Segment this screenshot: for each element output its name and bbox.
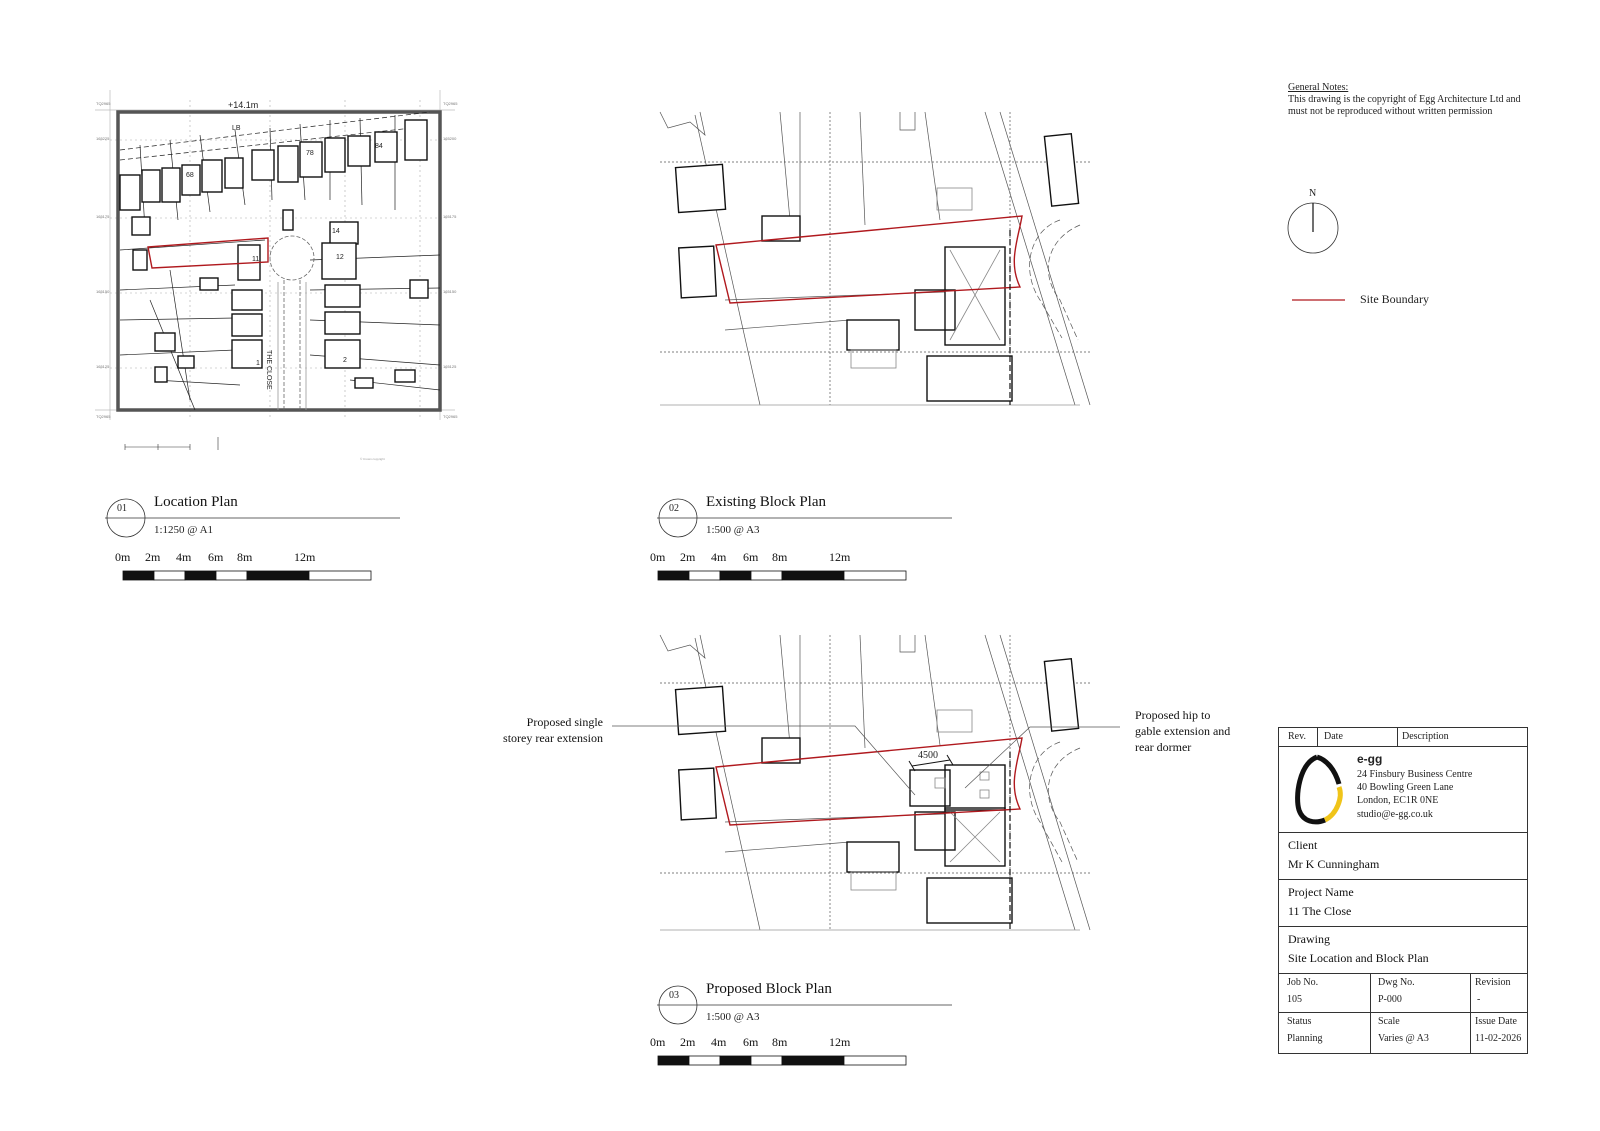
company-email: studio@e-gg.co.uk bbox=[1357, 809, 1433, 820]
dwg-no-label: Dwg No. bbox=[1378, 977, 1415, 988]
svg-text:TQ2965: TQ2965 bbox=[96, 414, 111, 419]
company-address-line: 40 Bowling Green Lane bbox=[1357, 782, 1454, 793]
scale-value: Varies @ A3 bbox=[1378, 1033, 1429, 1044]
status-row bbox=[1279, 1012, 1527, 1053]
scale-bar-label: 4m bbox=[711, 1035, 727, 1049]
general-notes-heading: General Notes: bbox=[1288, 82, 1349, 93]
scale-bar-label: 0m bbox=[650, 550, 666, 564]
scale-bar-label: 2m bbox=[145, 550, 161, 564]
client-value: Mr K Cunningham bbox=[1288, 857, 1380, 871]
plot-label: 12 bbox=[336, 254, 344, 261]
company-name: e-gg bbox=[1357, 752, 1383, 766]
drawing-scale: 1:500 @ A3 bbox=[706, 524, 760, 536]
plot-label: 68 bbox=[186, 172, 194, 179]
dwg-no-value: P-000 bbox=[1378, 994, 1402, 1005]
svg-text:© Crown copyright: © Crown copyright bbox=[360, 457, 385, 461]
issue-date-label: Issue Date bbox=[1475, 1016, 1517, 1027]
scale-bar-label: 6m bbox=[743, 550, 759, 564]
company-address-line: 24 Finsbury Business Centre bbox=[1357, 769, 1473, 780]
scale-bar-label: 4m bbox=[711, 550, 727, 564]
north-label: N bbox=[1309, 188, 1317, 199]
project-section bbox=[1279, 879, 1527, 927]
plot-label: 78 bbox=[306, 150, 314, 157]
svg-text:165225: 165225 bbox=[96, 136, 110, 141]
rev-header: Rev. bbox=[1288, 731, 1306, 742]
status-value: Planning bbox=[1287, 1033, 1323, 1044]
svg-text:TQ2965: TQ2965 bbox=[443, 101, 458, 106]
general-notes-text: This drawing is the copyright of Egg Architecture Ltd and must not be reproduced without written permission bbox=[1288, 94, 1521, 117]
drawing-title: Location Plan bbox=[154, 494, 238, 510]
plot-label: 2 bbox=[343, 357, 347, 364]
drawing-number: 01 bbox=[117, 503, 127, 514]
client-section bbox=[1279, 832, 1527, 880]
spot-height-label: +14.1m bbox=[228, 100, 259, 110]
egg-logo-icon bbox=[1287, 752, 1347, 827]
plot-label: LB bbox=[232, 125, 241, 132]
scale-bar-label: 4m bbox=[176, 550, 192, 564]
svg-text:TQ2965: TQ2965 bbox=[96, 101, 111, 106]
job-no-value: 105 bbox=[1287, 994, 1302, 1005]
scale-bar-label: 0m bbox=[115, 550, 131, 564]
job-no-label: Job No. bbox=[1287, 977, 1319, 988]
issue-date-value: 11-02-2026 bbox=[1475, 1033, 1522, 1044]
drawing-scale: 1:500 @ A3 bbox=[706, 1011, 760, 1023]
project-value: 11 The Close bbox=[1288, 904, 1352, 918]
drawing-scale: 1:1250 @ A1 bbox=[154, 524, 214, 536]
date-header: Date bbox=[1324, 731, 1343, 742]
plot-label: 1 bbox=[256, 360, 260, 367]
drawing-number: 02 bbox=[669, 503, 679, 514]
dimension-label: 4500 bbox=[918, 750, 938, 761]
scale-bar-label: 12m bbox=[829, 1035, 851, 1049]
drawing-title: Proposed Block Plan bbox=[706, 981, 832, 997]
title-block bbox=[1278, 727, 1528, 1054]
scale-bar-label: 12m bbox=[294, 550, 316, 564]
plot-label: 14 bbox=[332, 228, 340, 235]
revision-label: Revision bbox=[1475, 977, 1511, 988]
svg-text:165150: 165150 bbox=[96, 289, 110, 294]
svg-text:165175: 165175 bbox=[443, 214, 457, 219]
scale-bar-label: 0m bbox=[650, 1035, 666, 1049]
scale-bar-label: 6m bbox=[743, 1035, 759, 1049]
drawing-number: 03 bbox=[669, 990, 679, 1001]
svg-text:165200: 165200 bbox=[443, 136, 457, 141]
drawing-section bbox=[1279, 926, 1527, 974]
callout-rear-extension: Proposed single storey rear extension bbox=[503, 715, 603, 745]
scale-bar-label: 12m bbox=[829, 550, 851, 564]
scale-label: Scale bbox=[1378, 1016, 1400, 1027]
company-address-line: London, EC1R 0NE bbox=[1357, 795, 1439, 806]
revision-value: - bbox=[1477, 994, 1481, 1005]
callout-hip-to-gable: Proposed hip to gable extension and rear dormer bbox=[1135, 708, 1231, 754]
road-name-label: THE CLOSE bbox=[265, 350, 272, 390]
revision-header-row bbox=[1279, 728, 1527, 747]
scale-bar-label: 2m bbox=[680, 550, 696, 564]
scale-bar-label: 8m bbox=[772, 550, 788, 564]
job-row bbox=[1279, 973, 1527, 1013]
scale-bar-label: 6m bbox=[208, 550, 224, 564]
svg-text:TQ2965: TQ2965 bbox=[443, 414, 458, 419]
site-boundary-legend-label: Site Boundary bbox=[1360, 292, 1429, 306]
scale-bar-label: 8m bbox=[237, 550, 253, 564]
svg-text:165175: 165175 bbox=[96, 214, 110, 219]
svg-text:165125: 165125 bbox=[96, 364, 110, 369]
project-label: Project Name bbox=[1288, 885, 1354, 899]
drawing-value: Site Location and Block Plan bbox=[1288, 951, 1429, 965]
scale-bar-label: 2m bbox=[680, 1035, 696, 1049]
scale-bar-label: 8m bbox=[772, 1035, 788, 1049]
drawing-title: Existing Block Plan bbox=[706, 494, 826, 510]
svg-text:165150: 165150 bbox=[443, 289, 457, 294]
plot-label: 84 bbox=[375, 143, 383, 150]
company-section bbox=[1279, 746, 1527, 833]
plot-label: 11 bbox=[252, 256, 260, 263]
description-header: Description bbox=[1402, 731, 1449, 742]
svg-text:165125: 165125 bbox=[443, 364, 457, 369]
status-label: Status bbox=[1287, 1016, 1312, 1027]
client-label: Client bbox=[1288, 838, 1318, 852]
drawing-label: Drawing bbox=[1288, 932, 1330, 946]
